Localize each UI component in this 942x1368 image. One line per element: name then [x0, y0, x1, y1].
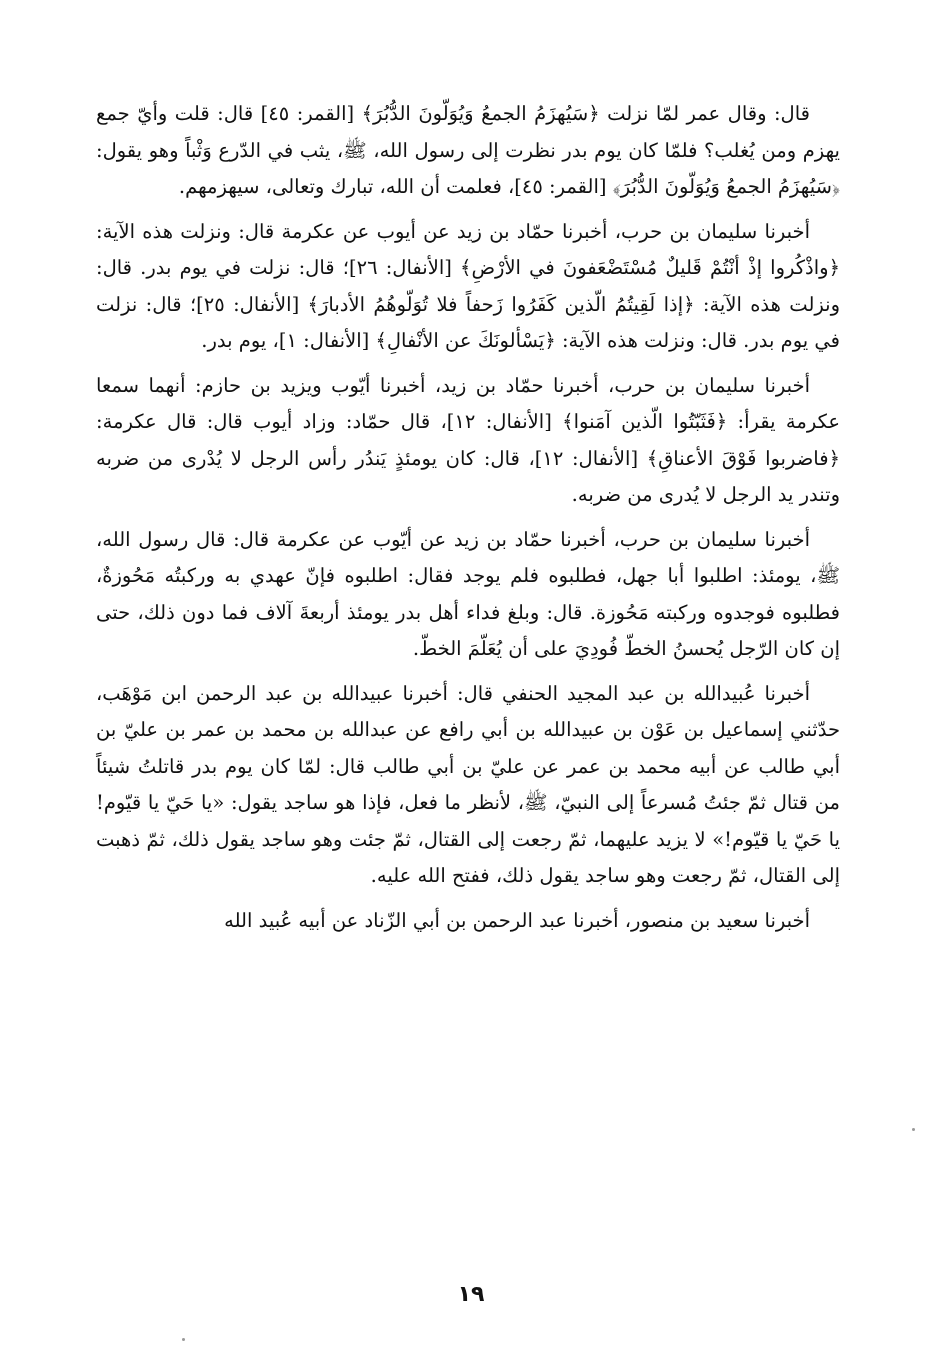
paragraph-anfal-verses: أخبرنا سليمان بن حرب، أخبرنا حمّاد بن زيد عن أيوب عن عكرمة قال: ونزلت هذه الآية: ﴿واذْكُروا إذْ أنْتُمْ قَليلٌ مُسْتَضْعَفونَ في الأرْضِ﴾ [الأنفال: ٢٦]؛ قال: نزلت في يوم بدر. قال: ونزلت هذه الآية: ﴿إذا لَقِيتُمُ الّذين كَفَرُوا زَحفاً فلا تُوَلّوهُمُ الأدبارَ﴾ [الأنفال: ٢٥]؛ قال: نزلت في يوم بدر. قال: ونزلت هذه الآية: ﴿يَسْألونَكَ عن الأنْفالِ﴾ [الأنفال: ١]، يوم بدر. [96, 219, 840, 352]
paragraph-said-mansur: أخبرنا سعيد بن منصور، أخبرنا عبد الرحمن بن أبي الزّناد عن أبيه عُبيد الله [224, 908, 810, 932]
paragraph-ikrima-reading: أخبرنا سليمان بن حرب، أخبرنا حمّاد بن زيد، أخبرنا أيّوب ويزيد بن حازم: أنهما سمعا عكرمة يقرأ: ﴿فَثَبّتُوا الّذين آمَنوا﴾ [الأنفال: ١٢]، قال حمّاد: وزاد أيوب قال: قال عكرمة: ﴿فاضربوا فَوْقَ الأعناقِ﴾ [الأنفال: ١٢]، قال: كان يومئذٍ يَندُر رأس الرجل لا يُدْرى من ضربه وتندر يد الرجل لا يُدرى من ضربه. [96, 373, 840, 506]
paragraph-ali-narration: أخبرنا عُبيدالله بن عبد المجيد الحنفي قال: أخبرنا عبيدالله بن عبد الرحمن ابن مَوْهَب، حدّثني إسماعيل بن عَوْن بن عبيدالله بن أبي رافع عن عبدالله بن محمد بن عمر بن عليّ بن أبي طالب عن أبيه محمد بن عمر عن عليّ بن أبي طالب قال: لمّا كان يوم بدر قاتلتُ شيئاً من قتال ثمّ جئتُ مُسرعاً إلى النبيّ، ﷺ، لأنظر ما فعل، فإذا هو ساجد يقول: «يا حَيّ يا قيّوم! يا حَيّ يا قيّوم!» لا يزيد عليهما، ثمّ رجعت إلى القتال، ثمّ جئت وهو ساجد يقول ذلك، ثمّ ذهبت إلى القتال، ثمّ رجعت وهو ساجد يقول ذلك، ففتح الله عليه. [96, 681, 840, 887]
paragraph-abu-jahl: أخبرنا سليمان بن حرب، أخبرنا حمّاد بن زيد عن أيّوب عن عكرمة قال: قال رسول الله، ﷺ، يومئذ: اطلبوا أبا جهل، فطلبوه فلم يوجد فقال: اطلبوه فإنّ عهدي به وركبتُه مَحُوزةٌ، فطلبوه فوجدوه وركبته مَحُوزة. قال: وبلغ فداء أهل بدر يومئذ أربعةَ آلاف فما دون ذلك، حتى إن كان الرّجل يُحسنُ الخطّ فُودِيَ على أن يُعَلّمَ الخطّ. [96, 527, 840, 660]
scan-speck [912, 1128, 915, 1131]
page-body [96, 96, 840, 947]
page-number: ١٩ [457, 1282, 485, 1307]
scan-speck [182, 1338, 185, 1341]
paragraph-umar-badr: قال: وقال عمر لمّا نزلت ﴿سَيُهزَمُ الجمعُ وَيُوَلّونَ الدُّبُرَ﴾ [القمر: ٤٥] قال: قلت وأيّ جمع يهزم ومن يُغلب؟ فلمّا كان يوم بدر نظرت إلى رسول الله، ﷺ، يثب في الدّرع وَثْباً وهو يقول: ﴿سَيُهزَمُ الجمعُ وَيُوَلّونَ الدُّبُرَ﴾ [القمر: ٤٥]، فعلمت أن الله، تبارك وتعالى، سيهزمهم. [96, 102, 840, 198]
